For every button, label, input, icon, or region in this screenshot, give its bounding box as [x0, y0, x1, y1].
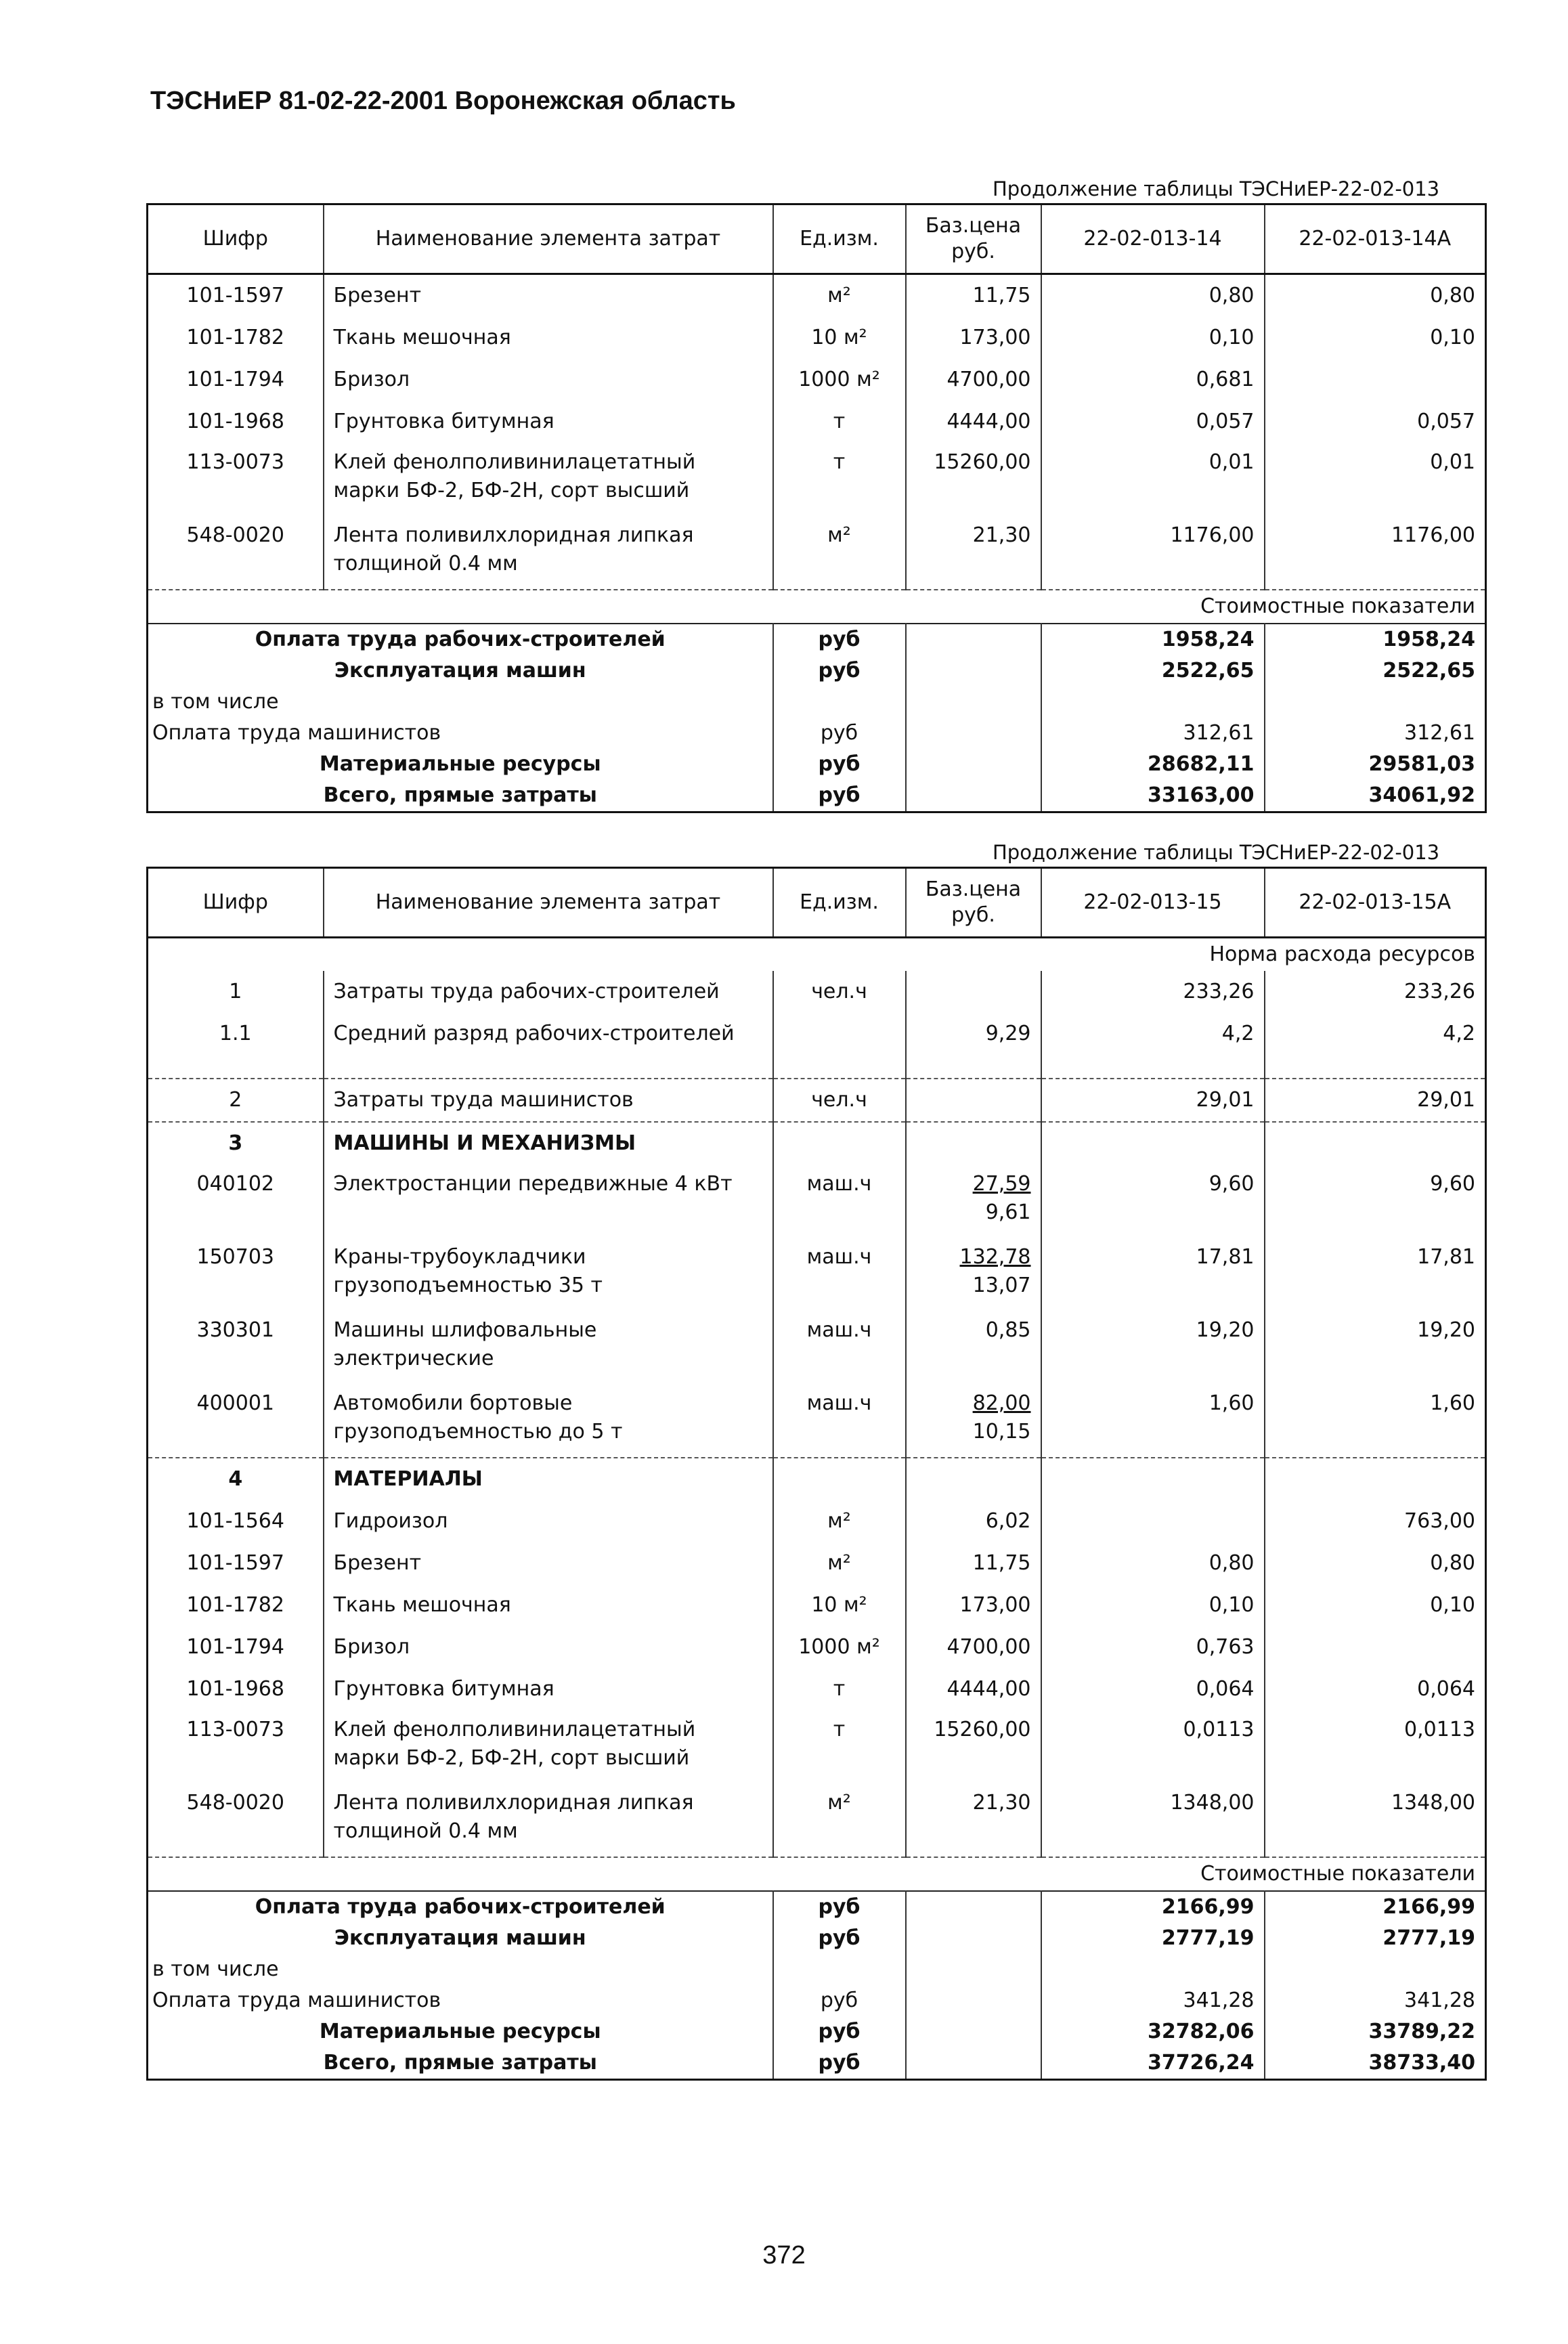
col-header-unit: Ед.изм. — [773, 204, 906, 274]
cost-unit: руб — [773, 718, 906, 749]
cell-code: 101-1794 — [148, 359, 324, 401]
cell-code: 548-0020 — [148, 516, 324, 590]
cost-price-empty — [906, 2016, 1041, 2047]
cost-value-a: 32782,06 — [1041, 2016, 1265, 2047]
cell-name: Грунтовка битумная — [324, 401, 773, 443]
table-row — [148, 1584, 1486, 1626]
cell-unit: т — [773, 443, 906, 516]
cost-row — [148, 1923, 1486, 1954]
cell-name: Брезент — [324, 1542, 773, 1584]
cell-value-b: 0,10 — [1265, 317, 1486, 359]
table-row — [148, 401, 1486, 443]
cell-unit: 10 м² — [773, 317, 906, 359]
operator-wage-rate: 9,61 — [985, 1200, 1031, 1224]
col-header-name: Наименование элемента затрат — [324, 868, 773, 938]
cell-code: 150703 — [148, 1238, 324, 1311]
spacer-cell — [773, 1055, 906, 1079]
cell-price: 4444,00 — [906, 1668, 1041, 1710]
cell-unit: маш.ч — [773, 1311, 906, 1384]
cost-value-b: 341,28 — [1265, 1985, 1486, 2016]
cell-price: 9,29 — [906, 1013, 1041, 1055]
cost-unit: руб — [773, 749, 906, 780]
cost-label: Материальные ресурсы — [148, 749, 773, 780]
table-row — [148, 1165, 1486, 1238]
norm-section-header — [148, 938, 1486, 972]
cell-unit: маш.ч — [773, 1238, 906, 1311]
table-row — [148, 1668, 1486, 1710]
cell-name: Клей фенолполивинилацетатный марки БФ-2, БФ-2Н, сорт высший — [324, 1710, 773, 1783]
cell-name: Автомобили бортовые грузоподъемностью до 5 т — [324, 1384, 773, 1458]
cell-value-a: 1176,00 — [1041, 516, 1265, 590]
cell-value-a: 1,60 — [1041, 1384, 1265, 1458]
cell-code: 330301 — [148, 1311, 324, 1384]
cell-name: Машины шлифовальные электрические — [324, 1311, 773, 1384]
table-row — [148, 1079, 1486, 1122]
empty-cell — [1041, 1122, 1265, 1165]
table1-header-row — [148, 204, 1486, 274]
cell-unit: т — [773, 401, 906, 443]
cell-value-a: 0,064 — [1041, 1668, 1265, 1710]
cell-value-b: 17,81 — [1265, 1238, 1486, 1311]
cost-label: Оплата труда рабочих-строителей — [148, 1891, 773, 1923]
empty-cell — [1041, 1458, 1265, 1500]
cell-value-b: 0,80 — [1265, 1542, 1486, 1584]
cell-unit: м² — [773, 274, 906, 318]
cost-value-a: 2777,19 — [1041, 1923, 1265, 1954]
cell-value-a: 9,60 — [1041, 1165, 1265, 1238]
spacer-cell — [906, 1055, 1041, 1079]
cell-price — [906, 1311, 1041, 1384]
cell-name: Лента поливилхлоридная липкая толщиной 0.4 мм — [324, 1783, 773, 1857]
cell-value-a: 0,681 — [1041, 359, 1265, 401]
cell-value-a — [1041, 1500, 1265, 1542]
col-header-price: Баз.цена руб. — [906, 868, 1041, 938]
cell-price: 21,30 — [906, 516, 1041, 590]
table-row — [148, 516, 1486, 590]
cost-value-b: 34061,92 — [1265, 780, 1486, 812]
machine-rate: 0,85 — [985, 1318, 1031, 1342]
group-header-row — [148, 1458, 1486, 1500]
cell-value-a: 0,057 — [1041, 401, 1265, 443]
table-row — [148, 1783, 1486, 1857]
group-name: МАШИНЫ И МЕХАНИЗМЫ — [324, 1122, 773, 1165]
cell-unit: м² — [773, 1783, 906, 1857]
cell-value-a: 29,01 — [1041, 1079, 1265, 1122]
cell-value-a: 17,81 — [1041, 1238, 1265, 1311]
cell-name: Ткань мешочная — [324, 317, 773, 359]
machine-rate: 132,78 — [959, 1245, 1031, 1269]
cell-name: Краны-трубоукладчики грузоподъемностью 35 т — [324, 1238, 773, 1311]
cell-value-b: 0,01 — [1265, 443, 1486, 516]
cost-value-a — [1041, 687, 1265, 718]
table-row — [148, 1626, 1486, 1668]
cell-unit: т — [773, 1668, 906, 1710]
cell-code: 101-1968 — [148, 1668, 324, 1710]
cost-value-a: 341,28 — [1041, 1985, 1265, 2016]
cost-value-a: 33163,00 — [1041, 780, 1265, 812]
cell-value-a: 0,763 — [1041, 1626, 1265, 1668]
cost-label: Материальные ресурсы — [148, 2016, 773, 2047]
section-title: Стоимостные показатели — [148, 1857, 1486, 1891]
cell-price — [906, 1384, 1041, 1458]
cell-code: 101-1782 — [148, 317, 324, 359]
cell-unit: 1000 м² — [773, 1626, 906, 1668]
cost-row — [148, 687, 1486, 718]
cell-unit: м² — [773, 1542, 906, 1584]
cell-value-a: 0,10 — [1041, 1584, 1265, 1626]
cell-price — [906, 1238, 1041, 1311]
cell-price: 11,75 — [906, 274, 1041, 318]
cost-label: Всего, прямые затраты — [148, 780, 773, 812]
cost-row — [148, 780, 1486, 812]
cell-price: 4700,00 — [906, 359, 1041, 401]
table2-header-row — [148, 868, 1486, 938]
cost-row — [148, 1891, 1486, 1923]
table1-body — [148, 274, 1486, 812]
table-row — [148, 1500, 1486, 1542]
cell-value-b: 29,01 — [1265, 1079, 1486, 1122]
cell-value-a: 0,01 — [1041, 443, 1265, 516]
cell-value-b: 0,0113 — [1265, 1710, 1486, 1783]
cost-value-b: 38733,40 — [1265, 2047, 1486, 2080]
cell-name: Клей фенолполивинилацетатный марки БФ-2, БФ-2Н, сорт высший — [324, 443, 773, 516]
cell-code: 1 — [148, 971, 324, 1013]
col-header-code: Шифр — [148, 868, 324, 938]
cell-code: 101-1968 — [148, 401, 324, 443]
cell-code: 101-1597 — [148, 274, 324, 318]
machine-rate: 82,00 — [972, 1391, 1031, 1415]
cell-price: 173,00 — [906, 317, 1041, 359]
cell-code: 101-1564 — [148, 1500, 324, 1542]
cell-code: 113-0073 — [148, 443, 324, 516]
cell-value-b: 19,20 — [1265, 1311, 1486, 1384]
cell-value-a: 19,20 — [1041, 1311, 1265, 1384]
cell-price: 4700,00 — [906, 1626, 1041, 1668]
cost-section-header — [148, 1857, 1486, 1891]
cell-unit: м² — [773, 516, 906, 590]
cost-price-empty — [906, 718, 1041, 749]
cell-value-b: 0,10 — [1265, 1584, 1486, 1626]
col-header-b: 22-02-013-15А — [1265, 868, 1486, 938]
cost-unit: руб — [773, 780, 906, 812]
empty-cell — [1265, 1458, 1486, 1500]
cost-unit: руб — [773, 624, 906, 655]
cell-value-a: 4,2 — [1041, 1013, 1265, 1055]
cell-code: 040102 — [148, 1165, 324, 1238]
cell-value-b: 9,60 — [1265, 1165, 1486, 1238]
cell-unit: чел.ч — [773, 1079, 906, 1122]
cost-value-a: 312,61 — [1041, 718, 1265, 749]
cost-price-empty — [906, 1985, 1041, 2016]
spacer-cell — [1265, 1055, 1486, 1079]
cell-value-b: 233,26 — [1265, 971, 1486, 1013]
section-title: Стоимостные показатели — [148, 590, 1486, 624]
cost-value-b: 2777,19 — [1265, 1923, 1486, 1954]
table-row — [148, 1384, 1486, 1458]
cost-value-b: 33789,22 — [1265, 2016, 1486, 2047]
cost-label: Эксплуатация машин — [148, 655, 773, 687]
cell-value-b — [1265, 1626, 1486, 1668]
cost-unit: руб — [773, 1891, 906, 1923]
cell-value-a: 0,10 — [1041, 317, 1265, 359]
cost-unit — [773, 1954, 906, 1985]
cell-value-a: 1348,00 — [1041, 1783, 1265, 1857]
cell-value-b: 1176,00 — [1265, 516, 1486, 590]
cell-unit: т — [773, 1710, 906, 1783]
col-header-a: 22-02-013-15 — [1041, 868, 1265, 938]
cost-row — [148, 749, 1486, 780]
cost-value-a: 2522,65 — [1041, 655, 1265, 687]
cell-value-b: 0,064 — [1265, 1668, 1486, 1710]
operator-wage-rate: 13,07 — [972, 1274, 1031, 1297]
empty-cell — [906, 1122, 1041, 1165]
cell-unit: м² — [773, 1500, 906, 1542]
cell-price: 6,02 — [906, 1500, 1041, 1542]
cell-name: Гидроизол — [324, 1500, 773, 1542]
cost-value-a: 2166,99 — [1041, 1891, 1265, 1923]
cost-unit: руб — [773, 2047, 906, 2080]
cell-name: Лента поливилхлоридная липкая толщиной 0.4 мм — [324, 516, 773, 590]
empty-cell — [906, 1458, 1041, 1500]
cost-value-b — [1265, 687, 1486, 718]
cost-price-empty — [906, 1954, 1041, 1985]
table-row — [148, 971, 1486, 1013]
cost-value-b: 312,61 — [1265, 718, 1486, 749]
cell-value-a: 233,26 — [1041, 971, 1265, 1013]
cell-name: Бризол — [324, 1626, 773, 1668]
cell-value-b: 0,80 — [1265, 274, 1486, 318]
cell-price: 15260,00 — [906, 443, 1041, 516]
table1 — [146, 203, 1487, 813]
cell-unit: 1000 м² — [773, 359, 906, 401]
cell-name: Средний разряд рабочих-строителей — [324, 1013, 773, 1055]
cost-section-header — [148, 590, 1486, 624]
spacer-cell — [148, 1055, 324, 1079]
cost-row — [148, 1985, 1486, 2016]
cell-code: 548-0020 — [148, 1783, 324, 1857]
spacer-cell — [324, 1055, 773, 1079]
cost-label: в том числе — [148, 1954, 773, 1985]
col-header-price: Баз.цена руб. — [906, 204, 1041, 274]
cost-price-empty — [906, 780, 1041, 812]
empty-cell — [1265, 1122, 1486, 1165]
page-title: ТЭСНиЕР 81-02-22-2001 Воронежская область — [150, 87, 736, 115]
cost-price-empty — [906, 687, 1041, 718]
cost-label: в том числе — [148, 687, 773, 718]
cost-price-empty — [906, 655, 1041, 687]
cell-value-b: 4,2 — [1265, 1013, 1486, 1055]
col-header-a: 22-02-013-14 — [1041, 204, 1265, 274]
cost-label: Эксплуатация машин — [148, 1923, 773, 1954]
cost-price-empty — [906, 1891, 1041, 1923]
cost-value-b: 29581,03 — [1265, 749, 1486, 780]
table-row — [148, 1013, 1486, 1055]
operator-wage-rate: 10,15 — [972, 1420, 1031, 1444]
cell-unit: 10 м² — [773, 1584, 906, 1626]
cost-label: Всего, прямые затраты — [148, 2047, 773, 2080]
cell-name: Затраты труда машинистов — [324, 1079, 773, 1122]
spacer-cell — [1041, 1055, 1265, 1079]
cell-value-b: 763,00 — [1265, 1500, 1486, 1542]
cell-value-b: 1348,00 — [1265, 1783, 1486, 1857]
cell-name: Бризол — [324, 359, 773, 401]
cost-row — [148, 718, 1486, 749]
table-row — [148, 1238, 1486, 1311]
group-name: МАТЕРИАЛЫ — [324, 1458, 773, 1500]
cell-name: Грунтовка битумная — [324, 1668, 773, 1710]
cell-name: Брезент — [324, 274, 773, 318]
cell-code: 1.1 — [148, 1013, 324, 1055]
cell-price — [906, 1079, 1041, 1122]
cell-code: 101-1782 — [148, 1584, 324, 1626]
cell-price — [906, 1165, 1041, 1238]
cost-unit: руб — [773, 1923, 906, 1954]
cost-unit: руб — [773, 2016, 906, 2047]
cost-price-empty — [906, 2047, 1041, 2080]
cell-value-a: 0,80 — [1041, 274, 1265, 318]
table1-caption: Продолжение таблицы ТЭСНиЕР-22-02-013 — [993, 177, 1440, 200]
cell-value-a: 0,80 — [1041, 1542, 1265, 1584]
cell-code: 2 — [148, 1079, 324, 1122]
cell-value-a: 0,0113 — [1041, 1710, 1265, 1783]
cell-unit: чел.ч — [773, 971, 906, 1013]
cost-value-b: 1958,24 — [1265, 624, 1486, 655]
cell-price — [906, 971, 1041, 1013]
table-row — [148, 1542, 1486, 1584]
cell-price: 11,75 — [906, 1542, 1041, 1584]
cost-row — [148, 1954, 1486, 1985]
section-title: Норма расхода ресурсов — [148, 938, 1486, 972]
table-row — [148, 317, 1486, 359]
cell-unit: маш.ч — [773, 1165, 906, 1238]
table-row — [148, 274, 1486, 318]
cost-price-empty — [906, 624, 1041, 655]
table-row — [148, 1311, 1486, 1384]
cost-price-empty — [906, 749, 1041, 780]
cell-code: 101-1597 — [148, 1542, 324, 1584]
table2 — [146, 867, 1487, 2081]
col-header-name: Наименование элемента затрат — [324, 204, 773, 274]
group-code: 3 — [148, 1122, 324, 1165]
cost-value-b — [1265, 1954, 1486, 1985]
group-code: 4 — [148, 1458, 324, 1500]
cost-price-empty — [906, 1923, 1041, 1954]
table2-body — [148, 938, 1486, 2080]
col-header-code: Шифр — [148, 204, 324, 274]
cell-code: 101-1794 — [148, 1626, 324, 1668]
cell-price: 4444,00 — [906, 401, 1041, 443]
col-header-unit: Ед.изм. — [773, 868, 906, 938]
table2-caption: Продолжение таблицы ТЭСНиЕР-22-02-013 — [993, 841, 1440, 864]
machine-rate: 27,59 — [972, 1172, 1031, 1196]
cell-name: Затраты труда рабочих-строителей — [324, 971, 773, 1013]
cell-name: Ткань мешочная — [324, 1584, 773, 1626]
cost-value-b: 2522,65 — [1265, 655, 1486, 687]
empty-cell — [773, 1458, 906, 1500]
cost-value-a: 28682,11 — [1041, 749, 1265, 780]
cost-value-a — [1041, 1954, 1265, 1985]
cost-row — [148, 624, 1486, 655]
cell-price: 173,00 — [906, 1584, 1041, 1626]
cell-price: 15260,00 — [906, 1710, 1041, 1783]
table-row — [148, 443, 1486, 516]
cost-row — [148, 655, 1486, 687]
cell-code: 113-0073 — [148, 1710, 324, 1783]
cost-row — [148, 2016, 1486, 2047]
empty-cell — [773, 1122, 906, 1165]
table-row — [148, 359, 1486, 401]
cost-value-b: 2166,99 — [1265, 1891, 1486, 1923]
cost-unit: руб — [773, 655, 906, 687]
cell-value-b: 1,60 — [1265, 1384, 1486, 1458]
table-row — [148, 1710, 1486, 1783]
page-number: 372 — [762, 2241, 806, 2270]
cost-label: Оплата труда рабочих-строителей — [148, 624, 773, 655]
cell-unit: маш.ч — [773, 1384, 906, 1458]
cost-label: Оплата труда машинистов — [148, 1985, 773, 2016]
cost-value-a: 37726,24 — [1041, 2047, 1265, 2080]
cost-label: Оплата труда машинистов — [148, 718, 773, 749]
group-header-row — [148, 1122, 1486, 1165]
cell-value-b — [1265, 359, 1486, 401]
cost-unit: руб — [773, 1985, 906, 2016]
cost-unit — [773, 687, 906, 718]
spacer-row — [148, 1055, 1486, 1079]
cell-unit — [773, 1013, 906, 1055]
cell-value-b: 0,057 — [1265, 401, 1486, 443]
col-header-b: 22-02-013-14А — [1265, 204, 1486, 274]
cell-code: 400001 — [148, 1384, 324, 1458]
cost-value-a: 1958,24 — [1041, 624, 1265, 655]
cell-name: Электростанции передвижные 4 кВт — [324, 1165, 773, 1238]
cost-row — [148, 2047, 1486, 2080]
cell-price: 21,30 — [906, 1783, 1041, 1857]
